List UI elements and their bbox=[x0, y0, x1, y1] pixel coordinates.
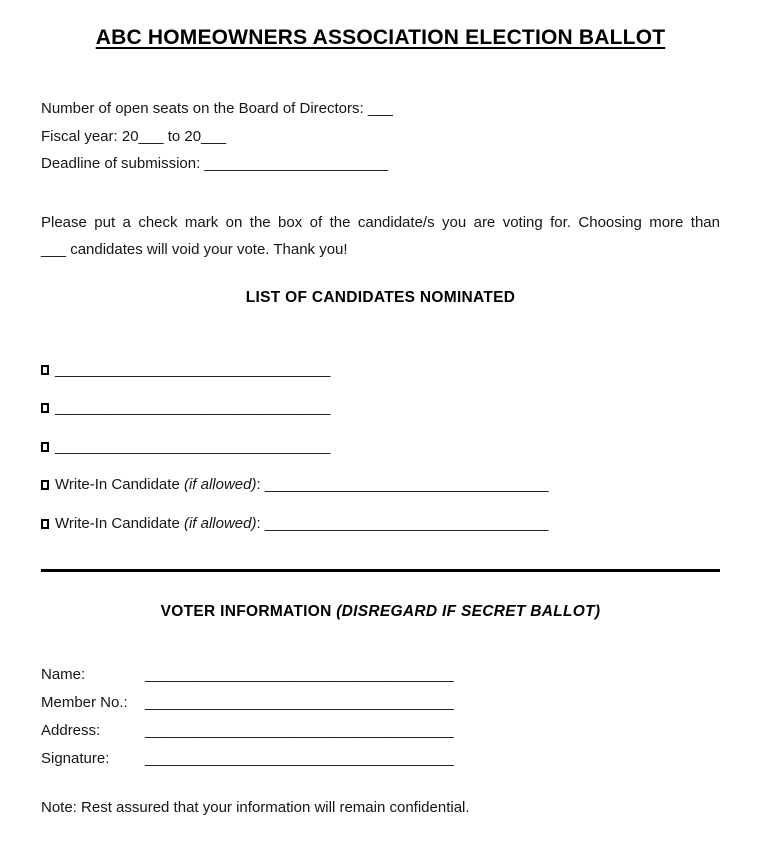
candidate-blank-line: _________________________________ bbox=[55, 360, 331, 378]
candidate-checkbox-icon[interactable] bbox=[41, 365, 49, 375]
member-no-blank-line: _____________________________________ bbox=[145, 693, 454, 711]
candidate-row bbox=[41, 389, 720, 428]
candidate-checkbox-icon[interactable] bbox=[41, 442, 49, 452]
instructions-line-2: ___ candidates will void your vote. Thank you! bbox=[41, 241, 348, 258]
deadline-line: Deadline of submission: ______________________ bbox=[41, 155, 388, 172]
page-title: ABC HOMEOWNERS ASSOCIATION ELECTION BALLOT bbox=[95, 26, 666, 49]
candidate-list bbox=[41, 351, 720, 544]
ballot-header-fields bbox=[41, 95, 720, 178]
write-in-blank-line: : __________________________________ bbox=[256, 476, 549, 493]
voter-field-row bbox=[41, 689, 720, 717]
write-in-row bbox=[41, 466, 720, 505]
voter-field-row bbox=[41, 717, 720, 745]
voter-field-row bbox=[41, 745, 720, 773]
voter-info-heading-parenthetical: (DISREGARD IF SECRET BALLOT) bbox=[336, 602, 601, 620]
member-no-label: Member No.: bbox=[41, 693, 128, 711]
voter-info-heading-main: VOTER INFORMATION bbox=[160, 602, 337, 620]
signature-label: Signature: bbox=[41, 749, 110, 767]
write-in-checkbox-icon[interactable] bbox=[41, 480, 49, 490]
write-in-label: Write-In Candidate bbox=[55, 514, 184, 532]
write-in-qualifier: (if allowed) bbox=[183, 476, 257, 493]
candidates-heading: LIST OF CANDIDATES NOMINATED bbox=[245, 288, 516, 306]
write-in-blank-line: : __________________________________ bbox=[256, 514, 549, 532]
candidate-blank-line: _________________________________ bbox=[55, 399, 331, 416]
write-in-qualifier: (if allowed) bbox=[183, 514, 257, 532]
name-blank-line: _____________________________________ bbox=[145, 665, 454, 683]
fiscal-year-line: Fiscal year: 20___ to 20___ bbox=[41, 127, 227, 145]
candidate-row bbox=[41, 428, 720, 467]
write-in-row bbox=[41, 505, 720, 544]
voting-instructions bbox=[41, 209, 720, 264]
name-label: Name: bbox=[41, 665, 86, 683]
section-divider bbox=[41, 569, 720, 572]
candidate-blank-line: _________________________________ bbox=[55, 437, 331, 455]
voter-info-fields bbox=[41, 661, 720, 773]
instructions-line-1: Please put a check mark on the box of the candidate/s you are voting for. Choosing more than bbox=[41, 213, 720, 231]
open-seats-line: Number of open seats on the Board of Directors: ___ bbox=[41, 100, 393, 117]
confidentiality-note: Note: Rest assured that your information will remain confidential. bbox=[41, 798, 470, 816]
signature-blank-line: _____________________________________ bbox=[145, 749, 454, 767]
write-in-label: Write-In Candidate bbox=[55, 476, 184, 493]
write-in-checkbox-icon[interactable] bbox=[41, 519, 49, 529]
address-label: Address: bbox=[41, 721, 101, 739]
candidate-checkbox-icon[interactable] bbox=[41, 403, 49, 413]
address-blank-line: _____________________________________ bbox=[145, 721, 454, 739]
candidate-row bbox=[41, 351, 720, 390]
voter-info-heading bbox=[41, 603, 720, 621]
voter-field-row bbox=[41, 661, 720, 689]
